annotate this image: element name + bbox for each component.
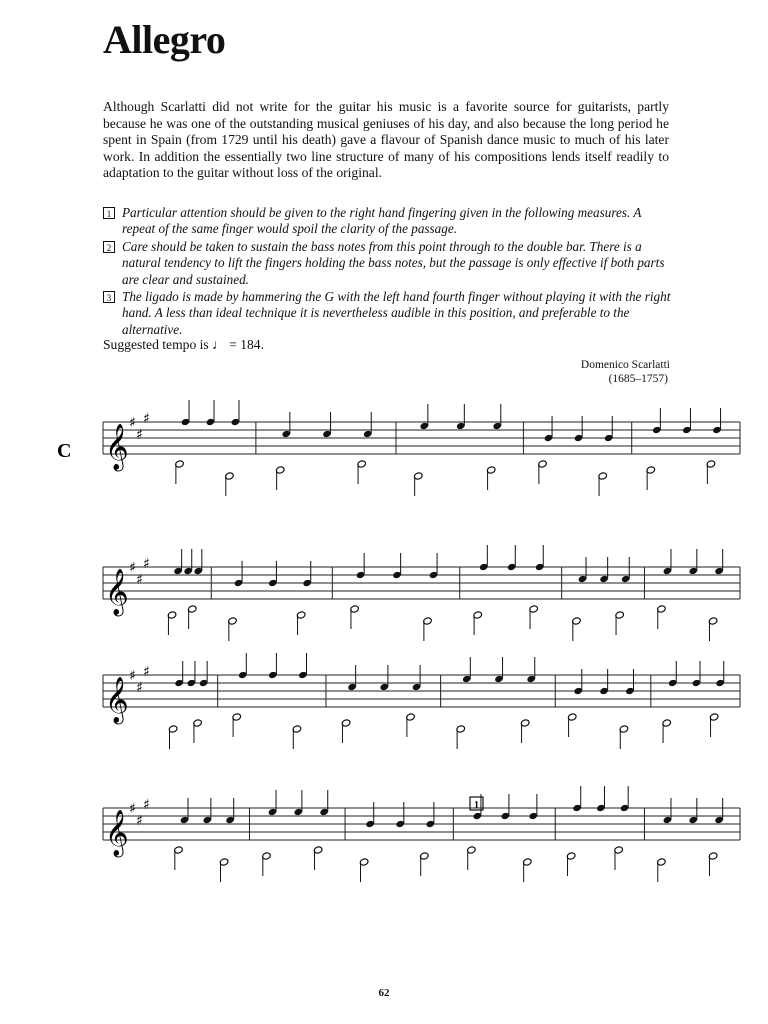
treble-clef-icon: 𝄞: [105, 569, 129, 615]
note-text: Particular attention should be given to the right hand fingering given in the following measures. A repeat of the same finger would spoil the clarity of the passage.: [122, 205, 642, 237]
note-number-box: 1: [103, 207, 115, 219]
staff-system: [103, 400, 740, 496]
composer-dates: (1685–1757): [608, 373, 668, 385]
note-number-box: 3: [103, 291, 115, 303]
rehearsal-number: 1: [474, 800, 479, 811]
tempo-prefix: Suggested tempo is: [103, 337, 209, 352]
staff-system: [103, 653, 740, 749]
sharp-icon: ♯: [129, 415, 136, 431]
tempo-value: = 184.: [229, 337, 264, 352]
sharp-icon: ♯: [136, 427, 143, 443]
sharp-icon: ♯: [136, 572, 143, 588]
sharp-icon: ♯: [129, 560, 136, 576]
page-number: 62: [378, 987, 390, 999]
intro-paragraph: Although Scarlatti did not write for the guitar his music is a favorite source for guitarists, partly because he was one of the outstanding musical geniuses of his day, and also because the long period he spent in Spain (from 1729 until his death) gave a flavour of Spanish dance music to much of his later work. In addition the essentially two line structure of many of his compositions lends itself readily to adaptation to the guitar without loss of the original.: [103, 99, 669, 180]
time-signature: C: [57, 440, 72, 462]
quarter-note-icon: ♩: [212, 337, 226, 352]
composer-name: Domenico Scarlatti: [580, 359, 670, 371]
sharp-icon: ♯: [143, 664, 150, 680]
sharp-icon: ♯: [143, 411, 150, 427]
sharp-icon: ♯: [136, 680, 143, 696]
treble-clef-icon: 𝄞: [105, 424, 129, 470]
page-title: Allegro: [103, 17, 226, 62]
note-text: The ligado is made by hammering the G with the left hand fourth finger without playing it with the right hand. A less than ideal technique it is nevertheless audible in this position, and preferable to the alternative.: [122, 289, 671, 337]
staff-system: [103, 545, 740, 641]
treble-clef-icon: 𝄞: [105, 810, 129, 856]
staff-system: [103, 786, 740, 882]
sharp-icon: ♯: [129, 801, 136, 817]
note-number-box: 2: [103, 241, 115, 253]
sharp-icon: ♯: [129, 668, 136, 684]
sharp-icon: ♯: [143, 797, 150, 813]
note-text: Care should be taken to sustain the bass notes from this point through to the double bar. There is a natural tendency to lift the fingers holding the bass notes, but the passage is only effective if both parts are clear and sustained.: [122, 238, 665, 287]
treble-clef-icon: 𝄞: [105, 677, 129, 723]
sharp-icon: ♯: [143, 556, 150, 572]
sharp-icon: ♯: [136, 813, 143, 829]
